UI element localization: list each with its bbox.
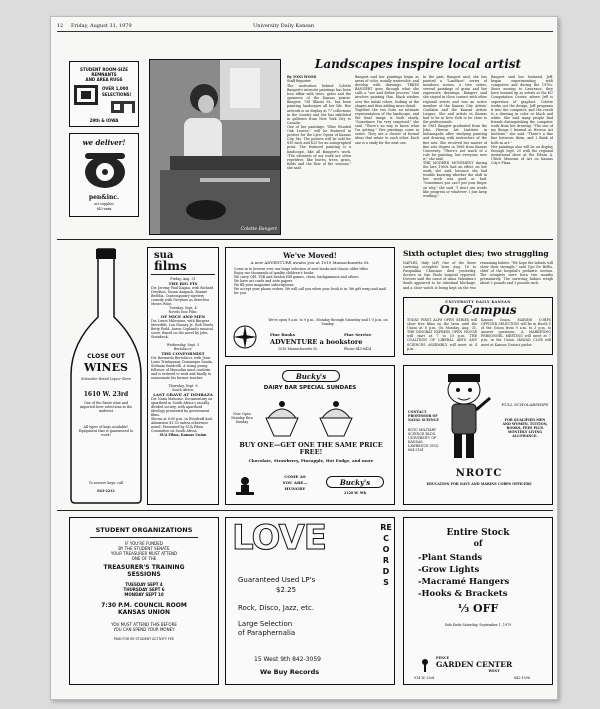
on-campus-col: TODAY FIRST ALPS OPEN SERIES will show free films on the lawn until the Union at 8 p.m. On Monday, Aug. 31. THE DINGBAT EXPRESS OPEN HOUSE will start at 7 to 10 p.m. THE COALITION OF LIBERAL ARTS AND SCIENCES ASSEMBLY will meet at 4 p.m.: [407, 318, 477, 351]
love-line: Large Selection: [238, 620, 293, 628]
rug-ad-line: STUDENT ROOM-SIZE: [80, 67, 128, 72]
rug-ad-line: REMNANTS: [91, 72, 117, 77]
buckys-hours: Now Open: [233, 412, 251, 416]
wine-ad-address: 1610 W. 23rd: [83, 391, 129, 398]
love-line: Guaranteed Used LP's: [238, 576, 316, 584]
adventure-item: We fill your magazine subscriptions: [234, 283, 294, 287]
film-series: Bertolucci:: [173, 347, 193, 351]
film-title: THE BIG FIX: [168, 281, 198, 286]
on-campus-masthead: UNIVERSITY DAILY KANSAN: [445, 300, 511, 304]
student-org-time: 7:30 P.M. COUNCIL ROOM: [101, 602, 187, 609]
pen-ad-headline: we deliver!: [82, 138, 126, 147]
film-day: Tuesday, Sept. 4: [169, 306, 197, 310]
navy-address: ROTC MILITARY SCIENCE BLDG. UNIVERSITY OF KANSAS, LAWRENCE (913) 864-3161: [408, 428, 439, 452]
wine-ad-title-big: WINES: [84, 361, 128, 374]
student-org-line: YOU MUST ATTEND THIS BEFORE: [111, 622, 177, 627]
love-line: Rock, Disco, Jazz, etc.: [238, 604, 315, 612]
student-org-paid: PAID FOR BY STUDENT ACTIVITY FEE: [113, 637, 175, 641]
navy-logo: NROTC: [455, 468, 503, 479]
navy-contact: CONTACT PROFESSOR OF NAVAL SCIENCE: [408, 410, 439, 422]
page-number: 12: [57, 23, 64, 29]
buckys-logo-small: Bucky's: [326, 476, 384, 488]
wine-ad: [69, 247, 143, 505]
article-paragraph: THE MODERN MOVEMENT during the late 1960s had an effect on her work, she said, because she had trouble knowing whether the shift in her work was good or bad. "Sometimes you can't put your finger on why," she said. "I don't use words like progress or whatever. I just keep working.": [423, 160, 487, 198]
buckys-logo: Bucky's: [282, 370, 340, 382]
film-series: South Africa:: [172, 388, 194, 392]
garden-title-of: of: [473, 538, 483, 548]
page-header: [57, 22, 553, 32]
student-org-line: BY THE STUDENT SENATE: [118, 546, 170, 551]
films-footer: SUA Films, Kansas Union: [159, 433, 207, 437]
garden-address: 914 W. 23rd: [414, 676, 435, 680]
news-body: NAPLES, Italy (AP) One of the three surviving octuplets born Aug. 16 to Pasqualina Chiusano died yesterday, doctors at San Paolo hospital reported. Doctors said the cause of Anna Valentina's death appeared to be intestinal blockage, and a close watch is being kept on the two remaining babies. "We hope the infants will show their strength," said Ugo De Bellis, chief of the hospital's pediatric section. The octuplets were born two months prematurely. The surviving babies weigh about 2 pounds and 3 pounds each.: [403, 261, 553, 290]
adventure-list: [226, 265, 394, 297]
student-org-title: STUDENT ORGANIZATIONS: [95, 526, 193, 534]
buckys-title: DAIRY BAR SPECIAL SUNDAES: [263, 385, 357, 391]
garden-item: -Grow Lights: [418, 565, 480, 575]
love-side-label: RECORDS: [380, 523, 392, 587]
buckys-hours: Monday thru: [231, 416, 253, 420]
article-paragraph: One of her paintings, "Blue Wooded Oak Leaves," will be featured in posters for the Lyric Opera of Kansas City, Mo. The posters will be sold for $10 each and $25 for an autographed print. The featured painting is a landscape, like all Bangert's work. "The elements of my work are often repetitive, like leaves, trees, grass, fields and the flow of the seasons," she said.: [287, 124, 351, 170]
buckys-tagline: COME AS: [284, 474, 306, 479]
newspaper-page: [50, 16, 558, 700]
on-campus-col: Kansas Union. MARINE CORPS OFFICER SELECTION will be in Booth 1 of the Union from 9 a.m. to 3 p.m. to answer questions. A MARKETING PERSONNEL MEETING will meet at 7 p.m. in the Union. HAWAII CLUB will meet at Kansas Union's parlor.: [481, 318, 551, 347]
love-line: of Paraphernalia: [238, 629, 296, 637]
film-extra: Shown at 8:00 p.m. in Woodruff Aud. Admission $1.50 unless otherwise noted. Presented by SUA Films Committee on South Africa.: [151, 417, 213, 433]
buckys-ad: [225, 365, 395, 505]
adventure-headline: We've Moved!: [283, 251, 337, 260]
photo-caption: Colette Bangert: [240, 227, 277, 232]
buckys-hours: Sunday: [235, 420, 249, 424]
navy-sub: EDUCATION FOR NAVY AND MARINE CORPS OFFICERS: [426, 482, 532, 486]
rug-ad-line: SELECTIONS!: [102, 92, 132, 97]
on-campus-title: On Campus: [439, 303, 517, 317]
student-org-line: YOUR TREASURER MUST ATTEND: [110, 551, 178, 556]
student-org-line: IF YOU'RE FUNDED: [125, 541, 163, 546]
buckys-flavors: Chocolate, Strawberry, Pineapple, Hot Fudge, and more: [248, 458, 374, 463]
pen-ad-sub: art supplies: [94, 202, 114, 206]
wine-ad-title: CLOSE OUT: [87, 353, 125, 360]
adventure-address: 1010 Massachusetts St.: [278, 347, 318, 351]
student-org-date: THURSDAY SEPT 6: [123, 587, 165, 592]
garden-name: GARDEN CENTER: [436, 660, 513, 669]
film-desc: Dir. Jeremy Paul Kagan, with Richard Dreyfuss, Susan Anspach, Bonnie Bedelia. Contemporary mystery comedy with Dreyfuss as detective Moses Wine.: [151, 286, 214, 306]
article-paragraph: In the past, Bangert said, she has painted a "Landface" series of meadows scenes, a tree series, several paintings of grass and her expressive drawings. Bangert said she stayed in close contact with other regional artists and was an active member of the Kansas City Artists' Coalition and the Kansas Artists League. She and artists in Kansas had to be in New York to be close to the professionals.: [423, 75, 487, 125]
article-byline: By TONI WOOD: [287, 75, 317, 79]
adventure-item: Enjoy our thousands of quality children's books: [234, 271, 314, 275]
compass-icon: [232, 324, 258, 350]
buckys-tagline: YOU ARE—: [282, 480, 308, 485]
garden-item: -Hooks & Brackets: [418, 589, 508, 599]
article-col-3: [423, 75, 487, 236]
rug-store-ad: [69, 61, 139, 127]
adventure-left-label: Fine Books: [270, 332, 295, 337]
student-org-ad: [69, 517, 219, 685]
love-records-ad: [225, 517, 395, 685]
films-divider: [151, 274, 215, 275]
wine-ad-note: One of the finest wine and imported beer selections in the midwest: [79, 401, 133, 413]
garden-item: -Macramé Hangers: [418, 577, 510, 587]
student-org-emph: SESSIONS: [127, 571, 161, 578]
buckys-address: 2120 W. 9th: [343, 491, 367, 495]
love-buy: We Buy Records: [260, 668, 320, 676]
film-desc: Dir. Lewis Milestone, with Burgess Meredith, Lon Chaney Jr., Bob Steele, Betty Field. Aaron Copland's musical score. Based on the novel by John Steinbeck.: [151, 319, 215, 339]
article-headline: Landscapes inspire local artist: [314, 57, 522, 71]
pen-inc-ad: [69, 133, 139, 217]
garden-center-ad: [403, 517, 553, 685]
telephone-icon: [82, 150, 128, 190]
article-col-1: [287, 84, 351, 236]
film-day: Wednesday, Sept. 5: [166, 343, 200, 347]
wine-bottle-icon: [69, 247, 143, 505]
film-desc: Dir. Bernardo Bertolucci, with Jean-Louis Trintignant, Dominique Sanda, Stefania Sandrelli. A rising young follower of Mussolini must conform and is ordered to seek and finally to assassinate his former teacher.: [151, 356, 213, 380]
student-org-line: ONE OF THE: [131, 556, 157, 561]
garden-sale-ends: Sale Ends Saturday, September 1, 1979: [444, 623, 512, 627]
student-org-emph: TREASURER'S TRAINING: [103, 564, 185, 571]
love-logo: LOVE: [232, 518, 326, 558]
film-title: LAST GRAVE AT DIMBAZA: [153, 392, 213, 397]
love-line: $2.25: [276, 586, 297, 594]
adventure-right-label: Fine Service: [344, 332, 372, 337]
storefront-icon: [110, 100, 136, 114]
film-day: Friday, Aug. 31: [170, 277, 196, 281]
garden-discount: ⅓ OFF: [457, 602, 499, 615]
garden-name-top: PENCE: [436, 656, 450, 660]
film-desc: Dir. Nana Mahomo. Documentary on apartheid in South Africa's racially divided society, with apartheid ideology presented by government films.: [151, 397, 213, 417]
garden-item: -Plant Stands: [418, 553, 483, 563]
wine-ad-note: All types of kegs available! Equipment that is guaranteed to work!: [78, 425, 134, 437]
article-paragraph: Her paintings also will be on display through Sept. 20 with the regional invitational show at the Edwin A. Ulrich Museum of Art on Kansas City's Plaza.: [491, 144, 553, 165]
student-org-divider: [90, 537, 198, 538]
adventure-bookstore-ad: [225, 247, 395, 357]
pen-ad-phone: 843-xxxx: [96, 207, 112, 211]
adventure-hours: We're open 9 a.m. to 9 p.m., Monday through Saturday and 1-5 p.m. on Sunday.: [268, 318, 388, 326]
article-paragraph: In 1961 Bangert graduated from the John Herron Art Institute in Indianapolis after studying painting and drawing with instructors of the fine arts. She received her master of fine arts degree in 1968 from Kansas University. "There's not much of a rule for painting, but everyone sees it," she said.: [423, 124, 487, 161]
artist-at-desk-photo-icon: [150, 60, 281, 235]
films-logo-top: sua: [154, 250, 174, 261]
navy-rotc-ad: [403, 365, 553, 505]
adventure-item: We accept your phone orders. We will call you when your book is in. We gift wrap and mail for you.: [234, 287, 386, 295]
header-paper-name: University Daily Kansan: [253, 23, 315, 29]
rug-ad-address: 29th & IOWA: [89, 118, 119, 123]
love-address: 15 West 9th 842-3059: [254, 656, 321, 663]
rug-ad-line: AND AREA RUGS: [85, 77, 123, 82]
student-org-place: KANSAS UNION: [118, 609, 170, 616]
wine-ad-reserve: To reserve kegs, call: [88, 481, 124, 485]
artist-photo: [149, 59, 281, 235]
pen-ad-name: pen&inc.: [88, 194, 120, 201]
garden-list: [404, 552, 552, 600]
adventure-item: We have art cards and note papers: [234, 279, 293, 283]
sua-films-ad: [147, 247, 219, 505]
section-divider: [57, 239, 553, 240]
article-paragraph: Bangert said her husband, Jeff, began experimenting with computers and during the 1970s. Since moving to Lawrence, they have teamed up as artists at the KU Computation Center, where Jeff is supervisor of graphics. Colette works out the design, Jeff programs it into the computer, and the result is a drawing in color or black and white. She said many people find friends distinguishing the computer work from her drawing. "The one of my things I learned at Herron Art Institute," she said. "There's a fine line between them, and I think of both as art.": [491, 75, 553, 145]
sundae-icon: [260, 396, 360, 438]
student-org-date: MONDAY SEPT 10: [124, 592, 164, 597]
header-date: Friday, August 31, 1979: [71, 23, 132, 29]
navy-for: FOR QUALIFIED MEN AND WOMEN. TUITION, BOOKS, FEES PLUS MONTHLY LIVING ALLOWANCE.: [502, 418, 548, 438]
news-headline: Sixth octuplet dies; two struggling: [403, 249, 549, 258]
wine-ad-store: Schneider Retail Liquor Store: [80, 377, 132, 381]
article-paragraph: Bangert said her paintings begin as areas of color, usually watercolor, and develop with drawings. TREES BANGERT goes through what she calls a "see and define process" that involves painting thin, black strokes over the initial colors, looking at the shapes and then adding more detail.: [355, 75, 419, 108]
adventure-phone: Phone 843-6424: [344, 347, 372, 351]
film-title: OF MICE AND MEN: [160, 314, 206, 319]
garden-name-sub: WEST: [488, 669, 500, 673]
buckys-offer: BUY ONE—GET ONE THE SAME PRICE FREE!: [239, 441, 383, 456]
garden-phone: 842-1596: [514, 676, 530, 680]
films-logo: films: [154, 259, 187, 273]
rug-ad-line: OVER 1,000: [102, 86, 129, 91]
wine-ad-phone: 843-2212: [97, 489, 115, 493]
adventure-item: We carry QPI, TSR and Avalon Hill games, chess, backgammon and others: [234, 275, 359, 279]
student-org-date: TUESDAY SEPT 4: [125, 582, 163, 587]
garden-title: Entire Stock: [446, 528, 510, 538]
section-divider: [57, 510, 553, 511]
adventure-name: ADVENTURE a bookstore: [270, 338, 363, 346]
on-campus-section: [403, 297, 553, 355]
adventure-sub: A new ADVENTURE awaits you at 1010 Massachusetts St.: [250, 260, 370, 265]
rug-pattern-icon: [73, 84, 99, 106]
article-role: Staff Reporter: [287, 79, 311, 83]
cowboy-icon: [234, 474, 256, 496]
article-col-4: [491, 75, 553, 236]
student-org-line: YOU CAN SPEND YOUR MONEY: [113, 627, 175, 632]
article-paragraph: Together the two form an intimate representation of the landscape, and the final image is built slowly. "Sometimes I'm very surprised," she said. "There's no way to know what I'm getting." Her paintings come in series. They are a cluster of formal ideas that relate to each other. Each one is a study for the next one.: [355, 107, 419, 145]
film-title: THE CONFORMIST: [161, 351, 205, 356]
buckys-tagline: HUNGRY: [284, 486, 306, 491]
film-day: Thursday, Sept. 6: [168, 384, 198, 388]
flower-icon: [418, 658, 432, 672]
film-series: Novels Into Film:: [168, 310, 198, 314]
article-col-2: [355, 75, 419, 236]
adventure-item: Come in to browse over our large selection of new books and classic older titles: [234, 267, 368, 271]
article-paragraph: The motivation behind Colette Bangert's intricate paintings has been love affair with trees, grass and the openness of the Kansas prairie. Bangert, 738 Illinois St., has been painting landscapes all her life. Her artwork is on display at 77 collections in the country and she has exhibited in galleries from New York City to Canada.: [287, 84, 351, 125]
navy-full: FULL SCHOLARSHIPS: [501, 402, 549, 407]
